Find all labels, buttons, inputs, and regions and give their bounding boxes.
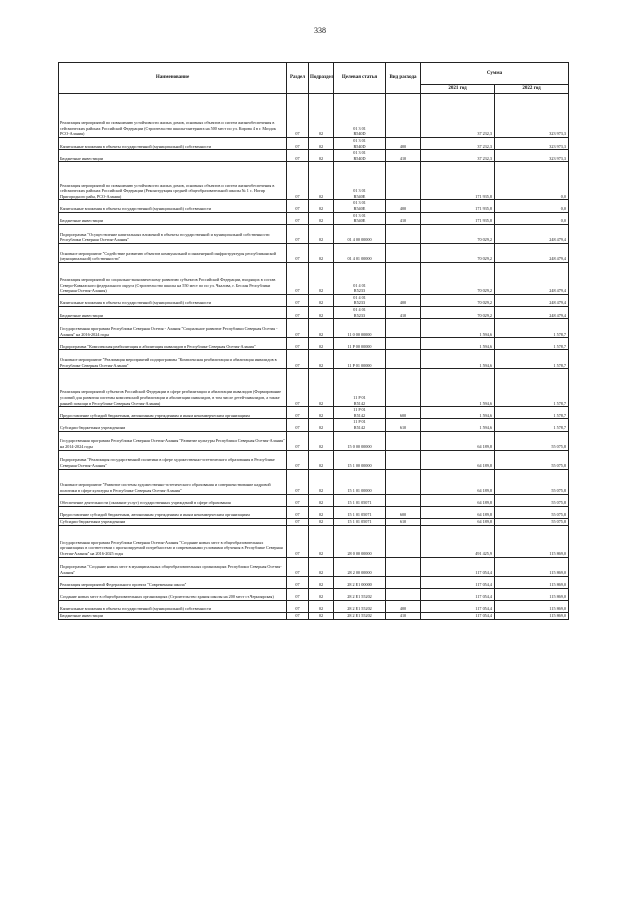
row-subsection: 02: [309, 162, 334, 200]
row-amount-2022: 115 869,0: [495, 576, 569, 588]
row-target-item: [334, 212, 386, 224]
row-name: Бюджетные инвестиции: [59, 150, 287, 162]
row-amount-2021: 1 594,6: [421, 419, 495, 431]
table-row: [59, 162, 569, 200]
row-target-item: [334, 224, 386, 243]
row-name: Реализация мероприятий по повышению устойчивости жилых домов, основных объектов и систем жизнеобеспечения в сейсмических районах Российской Федерации (Реконструкция средней общеобразовательной школы № 1 с. Ногир Пригородного райн, РСО-Алания): [59, 162, 287, 200]
row-expense-type: [386, 369, 421, 407]
row-subsection: 02: [309, 338, 334, 350]
row-amount-2021: 1 594,6: [421, 350, 495, 369]
row-expense-type: 410: [386, 150, 421, 162]
table-row: [59, 506, 569, 518]
row-expense-type: [386, 338, 421, 350]
target-item-part: 01 4 00 00000: [347, 237, 372, 243]
table-row: [59, 94, 569, 138]
row-name: Государственная программа Республики Северная Осетия - Алания "Социальное развитие Республики Северная Осетия - Алания" на 2016-2024 годы: [59, 319, 287, 338]
table-row: [59, 319, 569, 338]
row-expense-type: [386, 224, 421, 243]
row-target-item: [334, 469, 386, 494]
row-section: 07: [287, 94, 309, 138]
row-target-item: [334, 557, 386, 576]
row-name: Капитальные вложения в объекты государственной (муниципальной) собственности: [59, 294, 287, 306]
row-name: Обеспечение деятельности (оказание услуг) государственных учреждений в сфере образования: [59, 494, 287, 506]
target-item-part: 11 P 01: [353, 419, 366, 425]
row-amount-2021: 37 232,3: [421, 94, 495, 138]
row-amount-2021: 491 425,9: [421, 525, 495, 557]
target-item-part: R540D: [353, 143, 366, 149]
table-row: [59, 369, 569, 407]
row-subsection: 02: [309, 494, 334, 506]
row-amount-2021: 117 054,4: [421, 557, 495, 576]
row-amount-2022: 55 075,8: [495, 450, 569, 469]
page-number: 338: [314, 26, 326, 35]
row-amount-2022: 1 578,7: [495, 419, 569, 431]
row-expense-type: [386, 525, 421, 557]
row-subsection: 02: [309, 94, 334, 138]
target-item-part: 01 4 01: [353, 282, 366, 288]
row-target-item: [334, 431, 386, 450]
table-row: [59, 212, 569, 224]
row-expense-type: [386, 494, 421, 506]
target-item-part: R540E: [353, 193, 366, 199]
row-expense-type: [386, 576, 421, 588]
row-amount-2021: 37 232,3: [421, 150, 495, 162]
row-section: 07: [287, 588, 309, 600]
row-amount-2022: 1 578,7: [495, 369, 569, 407]
row-section: 07: [287, 162, 309, 200]
row-expense-type: [386, 450, 421, 469]
row-name: Реализация мероприятий по повышению устойчивости жилых домов, основных объектов и систем жизнеобеспечения в сейсмических районах Российской Федерации (Строительство школы-интерната на 500 мест по ул. Кирова 4 в г. Моздок РСО-Алания): [59, 94, 287, 138]
row-amount-2022: 248 479,4: [495, 262, 569, 294]
row-section: 07: [287, 518, 309, 525]
row-expense-type: [386, 94, 421, 138]
row-subsection: 02: [309, 557, 334, 576]
row-target-item: [334, 138, 386, 150]
target-item-part: 11 P 01: [353, 394, 366, 400]
row-name: Капитальные вложения в объекты государственной (муниципальной) собственности: [59, 200, 287, 212]
row-target-item: [334, 200, 386, 212]
row-amount-2021: 171 935,8: [421, 212, 495, 224]
row-expense-type: [386, 243, 421, 262]
table-row: [59, 224, 569, 243]
target-item-part: 01 3 01: [353, 200, 366, 206]
row-section: 07: [287, 494, 309, 506]
row-amount-2022: 0,0: [495, 212, 569, 224]
row-amount-2021: 64 189,8: [421, 518, 495, 525]
row-amount-2022: 55 075,8: [495, 469, 569, 494]
row-name: Реализация мероприятий Федерального проекта "Современная школа": [59, 576, 287, 588]
row-section: 07: [287, 469, 309, 494]
row-subsection: 02: [309, 138, 334, 150]
row-name: Создание новых мест в общеобразовательных организациях (Строительство здания школы на 200 мест ст.Черноярская): [59, 588, 287, 600]
col-header-sum: Сумма: [421, 63, 569, 85]
row-amount-2022: 1 578,7: [495, 350, 569, 369]
table-row: [59, 469, 569, 494]
target-item-part: 15 1 01 05071: [347, 499, 372, 505]
row-section: 07: [287, 576, 309, 588]
target-item-part: R5142: [353, 412, 366, 418]
target-item-part: 28 2 E1 55202: [347, 605, 372, 611]
target-item-part: R540E: [353, 218, 366, 224]
row-amount-2021: 117 054,4: [421, 600, 495, 612]
row-name: Подпрограмма "Реализация государственной политики в сфере художественно-эстетического образования в Республике Северная Осетия-Алания": [59, 450, 287, 469]
row-subsection: 02: [309, 419, 334, 431]
row-amount-2022: 55 075,8: [495, 518, 569, 525]
row-section: 07: [287, 338, 309, 350]
row-amount-2021: 70 029,2: [421, 306, 495, 318]
row-target-item: [334, 419, 386, 431]
row-amount-2022: 0,0: [495, 162, 569, 200]
row-target-item: [334, 407, 386, 419]
row-section: 07: [287, 200, 309, 212]
table-row: [59, 338, 569, 350]
row-expense-type: [386, 431, 421, 450]
table-row: [59, 576, 569, 588]
row-amount-2021: 171 935,8: [421, 162, 495, 200]
row-section: 07: [287, 506, 309, 518]
row-name: Капитальные вложения в объекты государственной (муниципальной) собственности: [59, 600, 287, 612]
target-item-part: R540E: [353, 205, 366, 211]
row-section: 07: [287, 350, 309, 369]
row-amount-2022: 323 973,3: [495, 94, 569, 138]
row-amount-2022: 248 479,4: [495, 294, 569, 306]
row-amount-2022: 323 973,3: [495, 138, 569, 150]
row-target-item: [334, 518, 386, 525]
row-section: 07: [287, 419, 309, 431]
row-amount-2021: 1 594,6: [421, 338, 495, 350]
row-amount-2021: 1 594,6: [421, 407, 495, 419]
row-expense-type: 610: [386, 518, 421, 525]
row-expense-type: [386, 350, 421, 369]
row-expense-type: 400: [386, 200, 421, 212]
row-amount-2021: 117 054,4: [421, 576, 495, 588]
row-section: 07: [287, 369, 309, 407]
col-header-expense-type: Вид расхода: [386, 63, 421, 94]
row-target-item: [334, 588, 386, 600]
row-target-item: [334, 306, 386, 318]
row-name: Бюджетные инвестиции: [59, 306, 287, 318]
row-amount-2021: 64 189,8: [421, 450, 495, 469]
col-header-subsection: Подраздел: [309, 63, 334, 94]
row-subsection: 02: [309, 600, 334, 612]
row-subsection: 02: [309, 525, 334, 557]
row-name: Реализация мероприятий субъектов Российской Федерации в сфере реабилитации и абилитации инвалидов (Формирование условий для развития системы комплексной реабилитации и абилитации инвалидов, в том числе детей-инвалидов, а также ранней помощи в Республике Северная Осетия-Алания): [59, 369, 287, 407]
row-amount-2021: 70 029,2: [421, 243, 495, 262]
target-item-part: 28 2 00 00000: [347, 569, 372, 575]
row-name: Предоставление субсидий бюджетным, автономным учреждениям и иным некоммерческим организациям: [59, 407, 287, 419]
target-item-part: 28 0 00 00000: [347, 550, 372, 556]
target-item-part: 01 4 01: [353, 294, 366, 300]
row-name: Субсидии бюджетным учреждениям: [59, 419, 287, 431]
row-section: 07: [287, 306, 309, 318]
row-subsection: 02: [309, 200, 334, 212]
target-item-part: 01 3 01: [353, 188, 366, 194]
row-name: Подпрограмма "Осуществление капитальных вложений в объекты государственной и муниципальной собственности Республики Северная Осетия-Алания": [59, 224, 287, 243]
target-item-part: 01 3 01: [353, 150, 366, 156]
target-item-part: 11 P 00 00000: [347, 343, 372, 349]
row-amount-2022: 115 869,0: [495, 557, 569, 576]
row-name: Государственная программа Республики Северная Осетия-Алания "Создание новых мест в общеобразовательных организациях в соответствии с прогнозируемой потребностью и современными условиями обучения в Республике Северная Осетия-Алания" на 2016-2025 годы: [59, 525, 287, 557]
row-expense-type: [386, 319, 421, 338]
row-target-item: [334, 494, 386, 506]
row-amount-2022: 115 869,0: [495, 600, 569, 612]
target-item-part: 15 1 01 05071: [347, 511, 372, 517]
target-item-part: 15 1 01 00000: [347, 487, 372, 493]
row-amount-2021: 1 594,6: [421, 319, 495, 338]
target-item-part: 01 4 01 00000: [347, 256, 372, 262]
target-item-part: 15 0 00 00000: [347, 443, 372, 449]
row-amount-2021: 64 189,8: [421, 469, 495, 494]
target-item-part: 11 0 00 00000: [347, 331, 372, 337]
table-row: [59, 419, 569, 431]
table-row: [59, 600, 569, 612]
target-item-part: 28 2 E1 55202: [347, 593, 372, 599]
row-expense-type: [386, 588, 421, 600]
row-subsection: 02: [309, 262, 334, 294]
row-subsection: 02: [309, 150, 334, 162]
row-subsection: 02: [309, 224, 334, 243]
table-row: [59, 525, 569, 557]
row-section: 07: [287, 407, 309, 419]
row-expense-type: [386, 557, 421, 576]
row-section: 07: [287, 150, 309, 162]
row-expense-type: 410: [386, 212, 421, 224]
row-subsection: 02: [309, 506, 334, 518]
row-amount-2021: 64 189,8: [421, 431, 495, 450]
row-amount-2022: 1 578,7: [495, 407, 569, 419]
col-header-section: Раздел: [287, 63, 309, 94]
row-amount-2022: 0,0: [495, 200, 569, 212]
table-row: [59, 138, 569, 150]
row-expense-type: 610: [386, 419, 421, 431]
row-subsection: 02: [309, 588, 334, 600]
target-item-part: 11 P 01: [353, 407, 366, 413]
row-target-item: [334, 94, 386, 138]
row-subsection: 02: [309, 450, 334, 469]
row-target-item: [334, 243, 386, 262]
row-subsection: 02: [309, 319, 334, 338]
table-row: [59, 306, 569, 318]
row-expense-type: 410: [386, 306, 421, 318]
row-subsection: 02: [309, 212, 334, 224]
table-row: [59, 518, 569, 525]
row-amount-2021: 37 232,3: [421, 138, 495, 150]
target-item-part: 15 1 01 05071: [347, 518, 372, 524]
row-amount-2022: 248 479,4: [495, 243, 569, 262]
row-amount-2022: 323 973,3: [495, 150, 569, 162]
row-name: Основное мероприятие "Развитие системы художественно-эстетического образования и совершенствование кадровой политики в сфере культуры в Республике Северная Осетия-Алания": [59, 469, 287, 494]
row-section: 07: [287, 319, 309, 338]
row-target-item: [334, 369, 386, 407]
table-row: [59, 431, 569, 450]
row-section: 07: [287, 612, 309, 619]
target-item-part: 28 2 E1 55202: [347, 612, 372, 618]
row-target-item: [334, 294, 386, 306]
row-section: 07: [287, 212, 309, 224]
row-subsection: 02: [309, 431, 334, 450]
target-item-part: R5233: [353, 288, 366, 294]
row-name: Реализация мероприятий по социально-экономическому развитию субъектов Российской Федерации, входящих в состав Северо-Кавказского федерального округа (Строительство школы на 550 мест по по ул. Чкалова, г. Беслан Республики Северная Осетия-Алания): [59, 262, 287, 294]
table-row: [59, 407, 569, 419]
target-item-part: R540D: [353, 155, 366, 161]
row-name: Основное мероприятие "Реализация мероприятий подпрограммы "Комплексная реабилитация и абилитация инвалидов в Республике Северная Осетия-Алания": [59, 350, 287, 369]
row-amount-2022: 115 869,0: [495, 588, 569, 600]
table-row: [59, 150, 569, 162]
row-amount-2021: 117 054,4: [421, 588, 495, 600]
row-target-item: [334, 450, 386, 469]
target-item-part: 11 P 01 00000: [347, 362, 372, 368]
row-amount-2021: 70 029,2: [421, 224, 495, 243]
target-item-part: R540D: [353, 131, 366, 137]
row-amount-2021: 171 935,8: [421, 200, 495, 212]
row-subsection: 02: [309, 612, 334, 619]
row-amount-2022: 1 578,7: [495, 338, 569, 350]
col-header-name: Наименование: [59, 63, 287, 94]
budget-table: [58, 62, 569, 620]
row-subsection: 02: [309, 518, 334, 525]
row-amount-2021: 117 054,4: [421, 612, 495, 619]
row-subsection: 02: [309, 369, 334, 407]
row-amount-2021: 64 189,8: [421, 494, 495, 506]
target-item-part: 28 2 E1 00000: [347, 581, 372, 587]
row-name: Субсидии бюджетным учреждениям: [59, 518, 287, 525]
col-header-year-2022: 2022 год: [495, 85, 569, 94]
row-expense-type: 400: [386, 294, 421, 306]
row-target-item: [334, 262, 386, 294]
header-row: [59, 63, 569, 85]
row-amount-2022: 55 075,8: [495, 506, 569, 518]
row-expense-type: [386, 162, 421, 200]
row-amount-2022: 115 869,0: [495, 612, 569, 619]
row-section: 07: [287, 294, 309, 306]
row-subsection: 02: [309, 243, 334, 262]
col-header-target-item: Целевая статья: [334, 63, 386, 94]
row-expense-type: [386, 262, 421, 294]
row-target-item: [334, 612, 386, 619]
row-name: Государственная программа Республики Северная Осетия-Алания "Развитие культуры Республики Северная Осетия-Алания" на 2014-2024 годы: [59, 431, 287, 450]
row-amount-2022: 115 869,0: [495, 525, 569, 557]
row-section: 07: [287, 431, 309, 450]
row-name: Предоставление субсидий бюджетным, автономным учреждениям и иным некоммерческим организациям: [59, 506, 287, 518]
table-row: [59, 612, 569, 619]
row-amount-2022: 1 578,7: [495, 319, 569, 338]
row-section: 07: [287, 525, 309, 557]
target-item-part: 15 1 00 00000: [347, 462, 372, 468]
row-target-item: [334, 576, 386, 588]
row-amount-2021: 70 029,2: [421, 294, 495, 306]
table-row: [59, 450, 569, 469]
target-item-part: 01 3 01: [353, 212, 366, 218]
row-section: 07: [287, 243, 309, 262]
row-name: Основное мероприятие "Содействие развитию объектов коммунальной и инженерной инфраструктуры республиканской (муниципальной) собственности": [59, 243, 287, 262]
row-amount-2022: 248 479,4: [495, 306, 569, 318]
row-subsection: 02: [309, 294, 334, 306]
row-subsection: 02: [309, 350, 334, 369]
row-amount-2022: 248 479,4: [495, 224, 569, 243]
table-row: [59, 200, 569, 212]
row-target-item: [334, 150, 386, 162]
row-expense-type: 400: [386, 138, 421, 150]
row-expense-type: 600: [386, 407, 421, 419]
row-expense-type: 400: [386, 600, 421, 612]
target-item-part: R5142: [353, 424, 366, 430]
table-row: [59, 588, 569, 600]
row-amount-2021: 70 029,2: [421, 262, 495, 294]
row-target-item: [334, 525, 386, 557]
row-subsection: 02: [309, 306, 334, 318]
row-section: 07: [287, 138, 309, 150]
target-item-part: 01 3 01: [353, 125, 366, 131]
row-amount-2021: 1 594,6: [421, 369, 495, 407]
target-item-part: R5142: [353, 400, 366, 406]
row-subsection: 02: [309, 469, 334, 494]
row-amount-2022: 55 075,8: [495, 431, 569, 450]
row-section: 07: [287, 262, 309, 294]
table-row: [59, 243, 569, 262]
row-expense-type: 410: [386, 612, 421, 619]
row-name: Подпрограмма "Комплексная реабилитация и абилитация инвалидов в Республике Северная Осетия-Алания": [59, 338, 287, 350]
row-section: 07: [287, 450, 309, 469]
target-item-part: 01 4 01: [353, 306, 366, 312]
target-item-part: 01 3 01: [353, 138, 366, 143]
row-amount-2022: 55 075,8: [495, 494, 569, 506]
row-name: Бюджетные инвестиции: [59, 212, 287, 224]
row-target-item: [334, 319, 386, 338]
table-row: [59, 494, 569, 506]
row-subsection: 02: [309, 576, 334, 588]
row-target-item: [334, 338, 386, 350]
row-amount-2021: 64 189,8: [421, 506, 495, 518]
row-section: 07: [287, 557, 309, 576]
row-subsection: 02: [309, 407, 334, 419]
row-target-item: [334, 506, 386, 518]
table-body: [59, 94, 569, 620]
row-target-item: [334, 600, 386, 612]
table-row: [59, 262, 569, 294]
row-section: 07: [287, 224, 309, 243]
target-item-part: R5233: [353, 312, 366, 318]
table-row: [59, 350, 569, 369]
row-target-item: [334, 350, 386, 369]
table-row: [59, 557, 569, 576]
row-target-item: [334, 162, 386, 200]
row-expense-type: [386, 469, 421, 494]
row-expense-type: 600: [386, 506, 421, 518]
table-row: [59, 294, 569, 306]
row-name: Капитальные вложения в объекты государственной (муниципальной) собственности: [59, 138, 287, 150]
col-header-year-2021: 2021 год: [421, 85, 495, 94]
row-section: 07: [287, 600, 309, 612]
target-item-part: R5233: [353, 300, 366, 306]
row-name: Бюджетные инвестиции: [59, 612, 287, 619]
row-name: Подпрограмма "Создание новых мест в муниципальных общеобразовательных организациях Республики Северная Осетия-Алания": [59, 557, 287, 576]
